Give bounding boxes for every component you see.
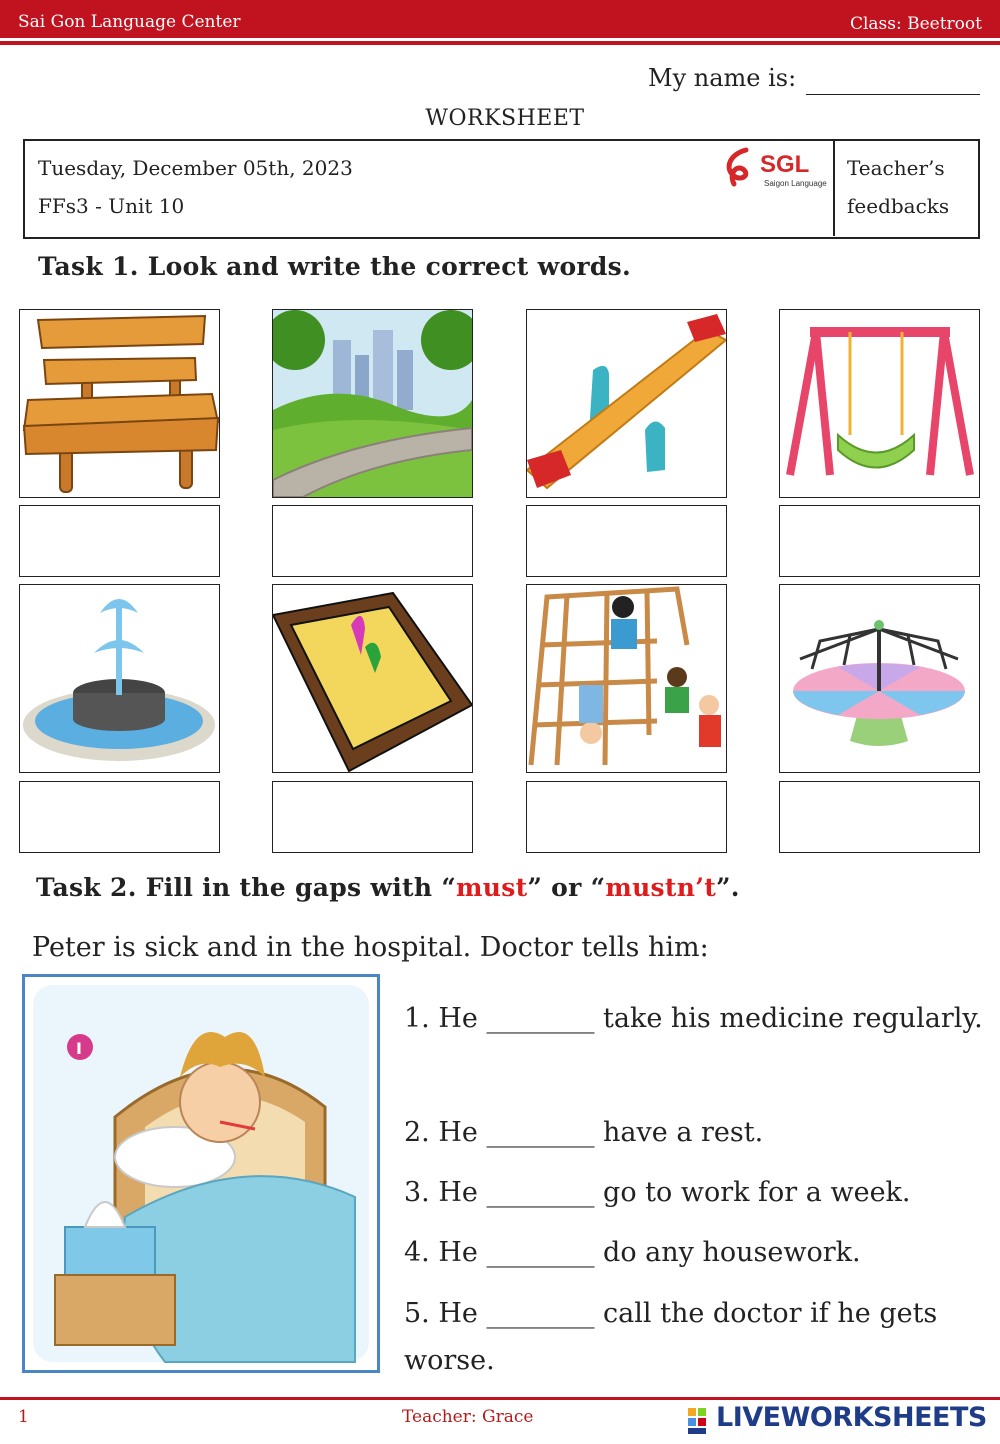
word-must: must	[456, 873, 528, 902]
answer-box-7[interactable]	[526, 781, 727, 853]
swing-icon	[780, 310, 979, 497]
class-label: Class: Beetroot	[849, 14, 982, 34]
name-input-line[interactable]	[806, 94, 980, 95]
word-mustnt: mustn’t	[605, 873, 717, 902]
feedback-label-line2: feedbacks	[847, 194, 950, 218]
answer-box-3[interactable]	[526, 505, 727, 577]
sentence-3: 3. He ________ go to work for a week.	[404, 1177, 911, 1208]
worksheet-title: WORKSHEET	[425, 106, 585, 131]
sentence-5: 5. He ________ call the doctor if he gets worse.	[404, 1298, 938, 1376]
bench-icon	[20, 310, 219, 497]
lesson-date: Tuesday, December 05th, 2023	[38, 156, 353, 180]
sick-man-picture	[22, 974, 380, 1373]
seesaw-picture	[526, 309, 727, 498]
roundabout-icon	[780, 585, 979, 772]
answer-box-8[interactable]	[779, 781, 980, 853]
info-divider	[833, 140, 835, 236]
fountain-icon	[20, 585, 219, 772]
task1-title: Task 1. Look and write the correct words.	[38, 252, 632, 281]
teacher-name: Teacher: Grace	[402, 1407, 534, 1427]
liveworksheets-icon	[688, 1408, 716, 1434]
answer-box-1[interactable]	[19, 505, 220, 577]
task2-title-suffix: ”.	[716, 873, 740, 902]
answer-box-2[interactable]	[272, 505, 473, 577]
logo-text: SGL	[760, 151, 810, 178]
info-box	[23, 139, 980, 239]
climbing-frame-picture	[526, 584, 727, 773]
task2-title	[36, 873, 740, 902]
climbing-frame-icon	[527, 585, 726, 772]
fountain-picture	[19, 584, 220, 773]
school-name: Sai Gon Language Center	[18, 12, 241, 32]
logo-subtext: Saigon Language	[764, 179, 827, 188]
sgl-logo	[720, 146, 832, 192]
answer-box-6[interactable]	[272, 781, 473, 853]
sentence-4: 4. He ________ do any housework.	[404, 1237, 861, 1268]
name-label: My name is:	[648, 64, 797, 92]
park-picture	[272, 309, 473, 498]
sandbox-icon	[273, 585, 472, 772]
task2-title-prefix: Task 2. Fill in the gaps with “	[36, 873, 457, 902]
footer-rule	[0, 1397, 1000, 1400]
sandbox-picture	[272, 584, 473, 773]
answer-box-5[interactable]	[19, 781, 220, 853]
liveworksheets-brand[interactable]: LIVEWORKSHEETS	[716, 1402, 987, 1433]
roundabout-picture	[779, 584, 980, 773]
picture-badge: I	[76, 1039, 82, 1058]
page-number: 1	[18, 1407, 29, 1427]
swing-picture	[779, 309, 980, 498]
seesaw-icon	[527, 310, 726, 497]
lesson-unit: FFs3 - Unit 10	[38, 194, 185, 218]
sentence-2: 2. He ________ have a rest.	[404, 1117, 764, 1148]
sick-man-icon	[25, 977, 377, 1370]
park-icon	[273, 310, 472, 497]
answer-box-4[interactable]	[779, 505, 980, 577]
feedback-label-line1: Teacher’s	[847, 156, 945, 180]
task2-title-mid: ” or “	[527, 873, 606, 902]
bench-picture	[19, 309, 220, 498]
header-rule	[0, 41, 1000, 45]
task2-intro: Peter is sick and in the hospital. Doctor tells him:	[32, 932, 709, 963]
sentence-1: 1. He ________ take his medicine regularly.	[404, 1003, 983, 1034]
